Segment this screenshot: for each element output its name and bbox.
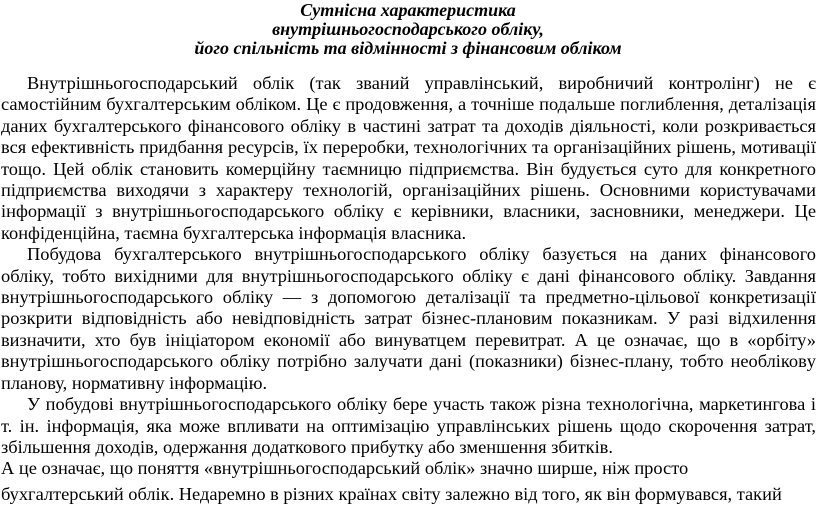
title-line-3: його спільність та відмінності з фінансовим обліком xyxy=(194,38,622,58)
paragraph-2: Побудова бухгалтерського внутрішньогосподарського обліку базується на даних фінансового обліку, тобто вихідними для внутрішньогосподарського обліку є дані фінансового обліку. Завдання внутрішньогосподарського обліку — з допомогою деталізації та предметно-цільової конкретизації розкрити відповідність або невідповідність затрат бізнес-плановим показникам. У разі відхилення визначити, хто був ініціатором економії або винуватцем перевитрат. А це означає, що в «орбіту» внутрішньогосподарського обліку потрібно залучати дані (показники) бізнес-плану, тобто необліковy планову, нормативну інформацію. xyxy=(1,244,816,393)
paragraph-4: А це означає, що поняття «внутрішньогосподарський облік» значно ширше, ніж просто xyxy=(1,458,689,479)
title-line-2: внутрішньогосподарського обліку, xyxy=(272,19,544,39)
document-title xyxy=(0,0,816,58)
paragraph-1: Внутрішньогосподарський облік (так званий управлінський, виробничий контролінг) не є самостійним бухгалтерським обліком. Це є продовження, а точніше подальше поглиблення, деталізація даних бухгалтерського фінансового обліку в частині затрат та доходів діяльності, коли розкривається вся ефективність придбання ресурсів, їх переробки, технологічних та організаційних рішень, мотивації тощо. Цей облік становить комерційну таємницю підприємства. Він будується суто для конкретного підприємства виходячи з характеру технологій, організаційних рішень. Основними користувачами інформації з внутрішньогосподарського обліку є керівники, власники, засновники, менеджери. Це конфіденційна, таємна бухгалтерська інформація власника. xyxy=(1,73,816,243)
paragraph-3: У побудові внутрішньогосподарського обліку бере участь також різна технологічна, маркетингова і т. ін. інформація, яка може впливати на оптимізацію управлінських рішень щодо скорочення затрат, збільшення доходів, одержання додаткового прибутку або зменшення збитків. xyxy=(1,394,816,457)
document-body xyxy=(1,73,816,505)
title-line-1: Сутнісна характеристика xyxy=(300,0,516,20)
paragraph-5: бухгалтерський облік. Недаремно в різних країнах світу залежно від того, як він формувався, такий xyxy=(1,483,782,504)
